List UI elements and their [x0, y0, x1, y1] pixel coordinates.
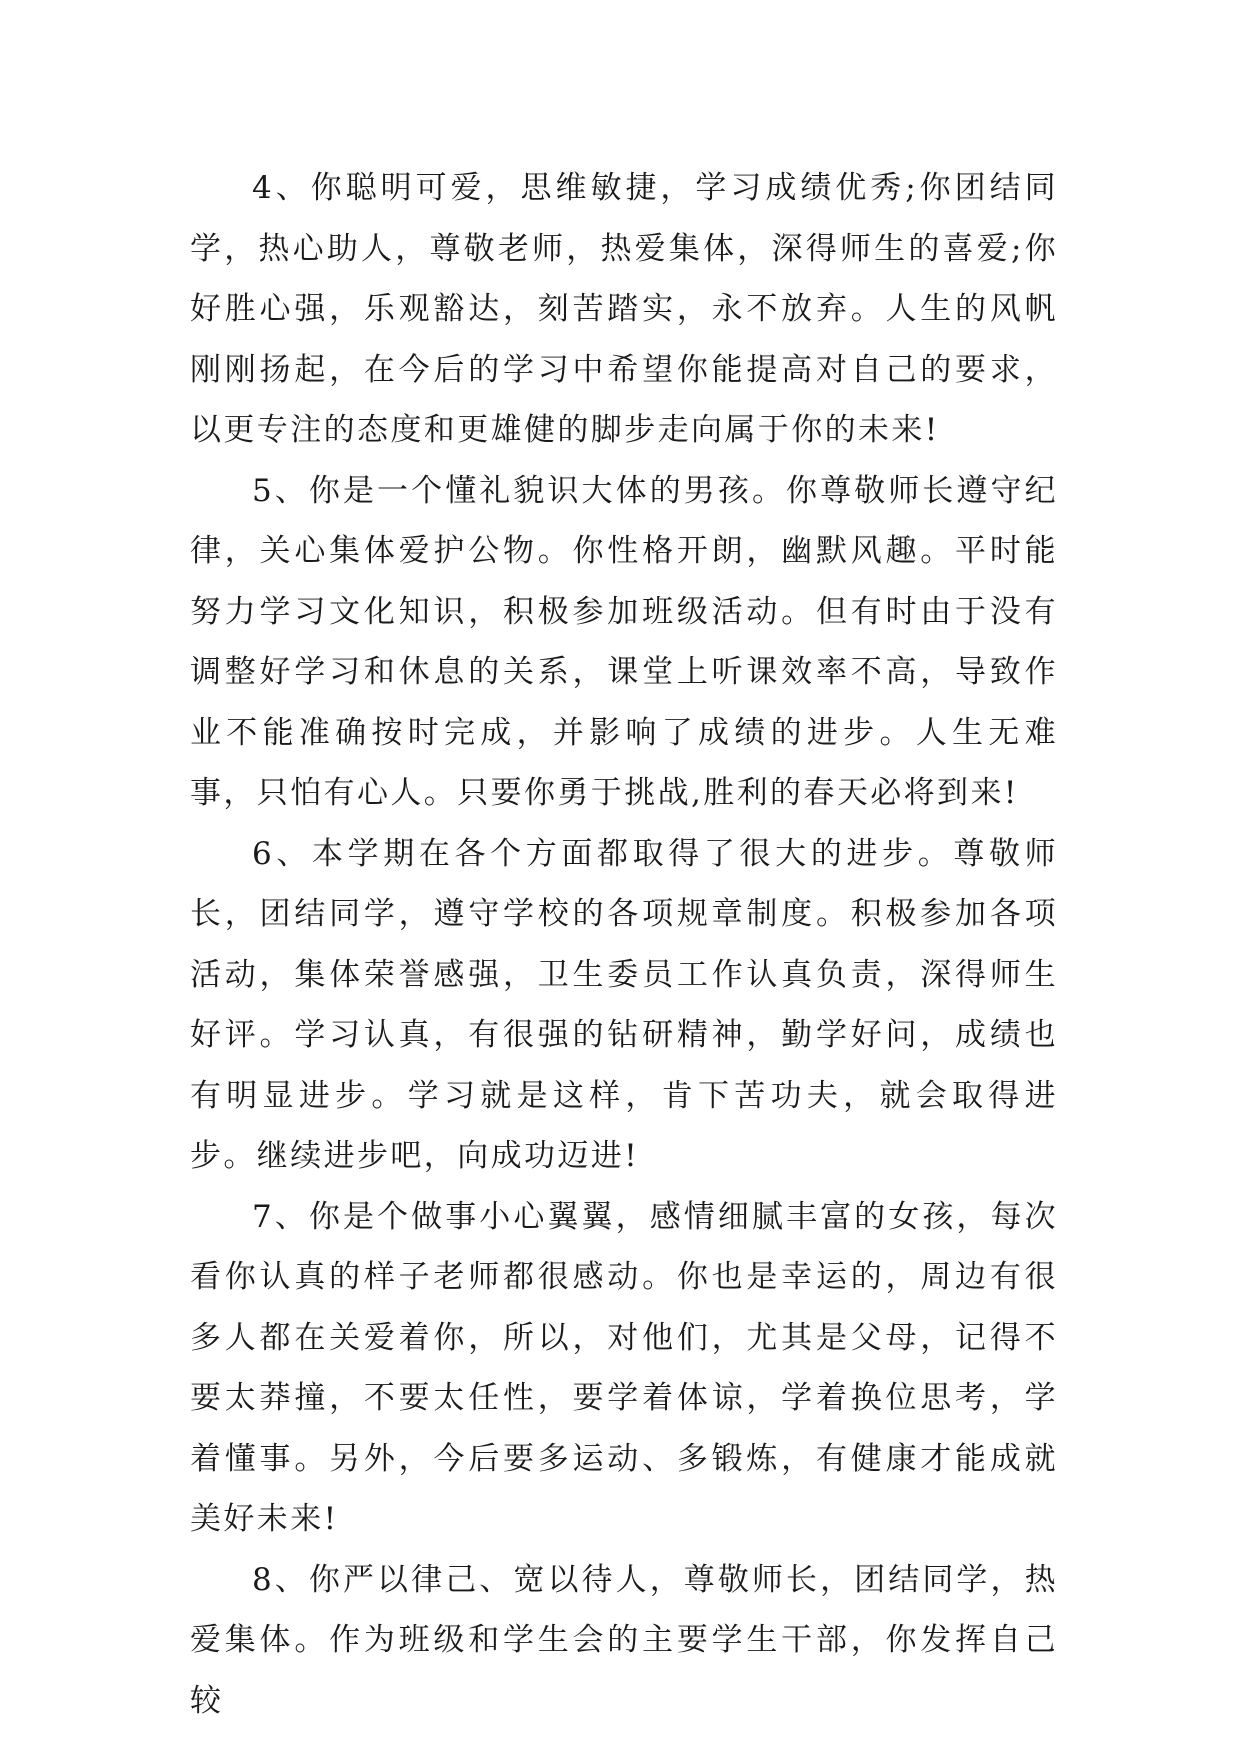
- paragraph-7: 7、你是个做事小心翼翼，感情细腻丰富的女孩，每次看你认真的样子老师都很感动。你也是幸运的，周边有很多人都在关爱着你，所以，对他们，尤其是父母，记得不要太莽撞，不要太任性，要学着体谅，学着换位思考，学着懂事。另外，今后要多运动、多锻炼，有健康才能成就美好未来!: [190, 1198, 1058, 1537]
- paragraph-5: 5、你是一个懂礼貌识大体的男孩。你尊敬师长遵守纪律，关心集体爱护公物。你性格开朗，幽默风趣。平时能努力学习文化知识，积极参加班级活动。但有时由于没有调整好学习和休息的关系，课堂上听课效率不高，导致作业不能准确按时完成，并影响了成绩的进步。人生无难事，只怕有心人。只要你勇于挑战,胜利的春天必将到来!: [190, 472, 1058, 811]
- paragraph-6: 6、本学期在各个方面都取得了很大的进步。尊敬师长，团结同学，遵守学校的各项规章制度。积极参加各项活动，集体荣誉感强，卫生委员工作认真负责，深得师生好评。学习认真，有很强的钻研精神，勤学好问，成绩也有明显进步。学习就是这样，肯下苦功夫，就会取得进步。继续进步吧，向成功迈进!: [190, 835, 1058, 1174]
- paragraph-8: 8、你严以律己、宽以待人，尊敬师长，团结同学，热爱集体。作为班级和学生会的主要学生干部，你发挥自己较: [190, 1561, 1058, 1719]
- document-body: [190, 158, 1058, 1731]
- paragraph-4: 4、你聪明可爱，思维敏捷，学习成绩优秀;你团结同学，热心助人，尊敬老师，热爱集体，深得师生的喜爱;你好胜心强，乐观豁达，刻苦踏实，永不放弃。人生的风帆刚刚扬起，在今后的学习中希望你能提高对自己的要求，以更专注的态度和更雄健的脚步走向属于你的未来!: [190, 170, 1058, 448]
